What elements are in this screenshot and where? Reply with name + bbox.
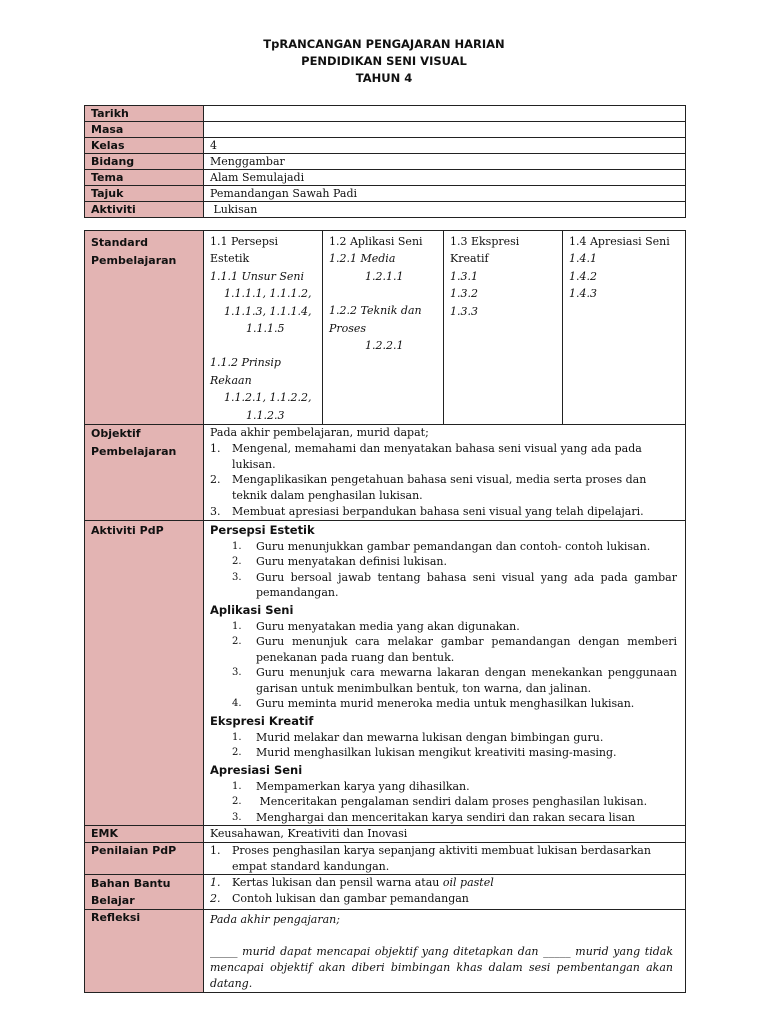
persepsi-list: [210, 539, 677, 601]
refleksi-content: [204, 910, 686, 993]
info-value: Pemandangan Sawah Padi: [204, 186, 686, 202]
info-value: 4: [204, 138, 686, 154]
info-row-tema: [85, 170, 686, 186]
list-item: 2. Menceritakan pengalaman sendiri dalam proses penghasilan lukisan.: [232, 795, 648, 809]
list-item: 2. Guru menyatakan definisi lukisan.: [232, 555, 448, 569]
std-item: 1.4.2: [569, 269, 597, 283]
std-item: 1.4.3: [569, 287, 597, 301]
info-table: [84, 105, 686, 218]
info-value: Alam Semulajadi: [204, 170, 686, 186]
standard-label: Standard Pembelajaran: [85, 231, 204, 425]
std-item: Proses: [329, 321, 367, 335]
objektif-row: [85, 425, 686, 521]
list-item: 2. Murid menghasilkan lukisan mengikut kreativiti masing-masing.: [232, 746, 617, 760]
list-item: 4. Guru meminta murid meneroka media untuk menghasilkan lukisan.: [232, 697, 635, 711]
penilaian-content: [204, 842, 686, 874]
std-item: 1.1.1.3, 1.1.1.4,: [224, 304, 312, 318]
std-item: 1.1.2.3: [246, 408, 285, 422]
list-item: 1. Guru menyatakan media yang akan digunakan.: [232, 619, 520, 633]
std-item: 1.1.2.1, 1.1.2.2,: [224, 391, 312, 405]
penilaian-row: [85, 842, 686, 874]
list-item: 2. Contoh lukisan dan gambar pemandangan: [210, 891, 469, 905]
info-value: Menggambar: [204, 154, 686, 170]
info-row-masa: [85, 122, 686, 138]
bahan-label: Bahan Bantu Belajar: [85, 875, 204, 910]
std-item: Rekaan: [210, 373, 252, 387]
std-item: 1.3.1: [450, 269, 478, 283]
aplikasi-list: [210, 619, 677, 712]
aktiviti-content: [204, 520, 686, 826]
info-row-aktiviti: [85, 202, 686, 218]
doc-subject: PENDIDIKAN SENI VISUAL: [301, 54, 467, 68]
list-item: 3. Guru menunjuk cara mewarna lakaran dengan menekankan penggunaan garisan untuk menimbulkan bentuk, ton warna, dan jalinan.: [232, 666, 677, 695]
std-item: 1.1.2 Prinsip: [210, 356, 281, 370]
document-header: [0, 36, 768, 87]
refleksi-intro: Pada akhir pengajaran;: [210, 913, 340, 927]
std-item: 1.3.2: [450, 287, 478, 301]
standard-col-ekspresi: [444, 231, 563, 425]
standard-col-apresiasi: [563, 231, 686, 425]
col-heading: 1.1 Persepsi Estetik: [210, 235, 279, 266]
refleksi-row: [85, 910, 686, 993]
std-item: 1.1.1.1, 1.1.1.2,: [224, 287, 312, 301]
aktiviti-row: [85, 520, 686, 826]
list-item: 2. Mengaplikasikan pengetahuan bahasa seni visual, media serta proses dan teknik dalam penghasilan lukisan.: [210, 473, 647, 503]
bahan-row: [85, 875, 686, 910]
bahan-content: [204, 875, 686, 910]
list-item: 1. Proses penghasilan karya sepanjang aktiviti membuat lukisan berdasarkan empat standard kandungan.: [210, 843, 651, 873]
apresiasi-list: [210, 779, 677, 826]
section-heading: Apresiasi Seni: [210, 762, 303, 777]
emk-row: [85, 826, 686, 843]
list-item: 2. Guru menunjuk cara melakar gambar pemandangan dengan memberi penekanan pada ruang dan bentuk.: [232, 635, 677, 664]
penilaian-list: [210, 843, 675, 874]
info-value: [204, 106, 686, 122]
std-item: 1.3.3: [450, 304, 478, 318]
info-label: Tema: [85, 170, 204, 186]
refleksi-label: Refleksi: [85, 910, 204, 993]
std-item: 1.2.1 Media: [329, 252, 396, 266]
col-heading: 1.4 Apresiasi Seni: [569, 235, 670, 248]
info-row-kelas: [85, 138, 686, 154]
info-label: Bidang: [85, 154, 204, 170]
std-item: 1.1.1.5: [246, 322, 285, 336]
ekspresi-list: [210, 730, 677, 761]
refleksi-statement: _____ murid dapat mencapai objektif yang ditetapkan dan _____ murid yang tidak mencapai objektif akan diberi bimbingan khas dalam sesi pembentangan akan datang.: [210, 945, 673, 991]
aktiviti-label: Aktiviti PdP: [85, 520, 204, 826]
info-row-tarikh: [85, 106, 686, 122]
std-item: 1.1.1 Unsur Seni: [210, 269, 304, 283]
standard-row: [85, 231, 686, 425]
emk-value: Keusahawan, Kreativiti dan Inovasi: [204, 826, 686, 843]
objektif-content: [204, 425, 686, 521]
list-item: 3. Membuat apresiasi berpandukan bahasa seni visual yang telah dipelajari.: [210, 505, 644, 519]
info-label: Masa: [85, 122, 204, 138]
std-item: 1.4.1: [569, 252, 597, 266]
penilaian-label: Penilaian PdP: [85, 842, 204, 874]
objektif-intro: Pada akhir pembelajaran, murid dapat;: [210, 426, 429, 440]
doc-title: TpRANCANGAN PENGAJARAN HARIAN: [263, 37, 505, 51]
list-item: 1. Mengenal, memahami dan menyatakan bahasa seni visual yang ada pada lukisan.: [210, 441, 642, 471]
std-item: 1.2.2.1: [365, 339, 404, 353]
emk-label: EMK: [85, 826, 204, 843]
list-item: 3. Guru bersoal jawab tentang bahasa seni visual yang ada pada gambar pemandangan.: [232, 570, 677, 600]
list-item: 1. Guru menunjukkan gambar pemandangan dan contoh- contoh lukisan.: [232, 539, 651, 553]
std-item: 1.2.1.1: [365, 269, 404, 283]
list-item: 1. Mempamerkan karya yang dihasilkan.: [232, 779, 470, 793]
info-label: Kelas: [85, 138, 204, 154]
objektif-label: Objektif Pembelajaran: [85, 425, 204, 521]
info-label: Tarikh: [85, 106, 204, 122]
list-item: 1. Kertas lukisan dan pensil warna atau oil pastel: [210, 876, 494, 890]
list-item: 1. Murid melakar dan mewarna lukisan dengan bimbingan guru.: [232, 730, 604, 744]
info-label: Aktiviti: [85, 202, 204, 218]
col-heading: 1.3 Ekspresi Kreatif: [450, 235, 520, 266]
lesson-plan-table: [84, 230, 686, 993]
info-row-bidang: [85, 154, 686, 170]
section-heading: Persepsi Estetik: [210, 522, 315, 537]
objektif-list: [210, 441, 675, 520]
standard-col-persepsi: [204, 231, 323, 425]
bahan-list: [210, 875, 685, 906]
doc-year: TAHUN 4: [355, 71, 413, 85]
info-value: Lukisan: [204, 202, 686, 218]
standard-col-aplikasi: [323, 231, 444, 425]
info-label: Tajuk: [85, 186, 204, 202]
info-row-tajuk: [85, 186, 686, 202]
info-value: [204, 122, 686, 138]
list-item: 3. Menghargai dan menceritakan karya sendiri dan rakan secara lisan: [232, 810, 635, 824]
col-heading: 1.2 Aplikasi Seni: [329, 235, 423, 248]
std-item: 1.2.2 Teknik dan: [329, 304, 422, 318]
section-heading: Ekspresi Kreatif: [210, 713, 314, 728]
section-heading: Aplikasi Seni: [210, 602, 294, 617]
